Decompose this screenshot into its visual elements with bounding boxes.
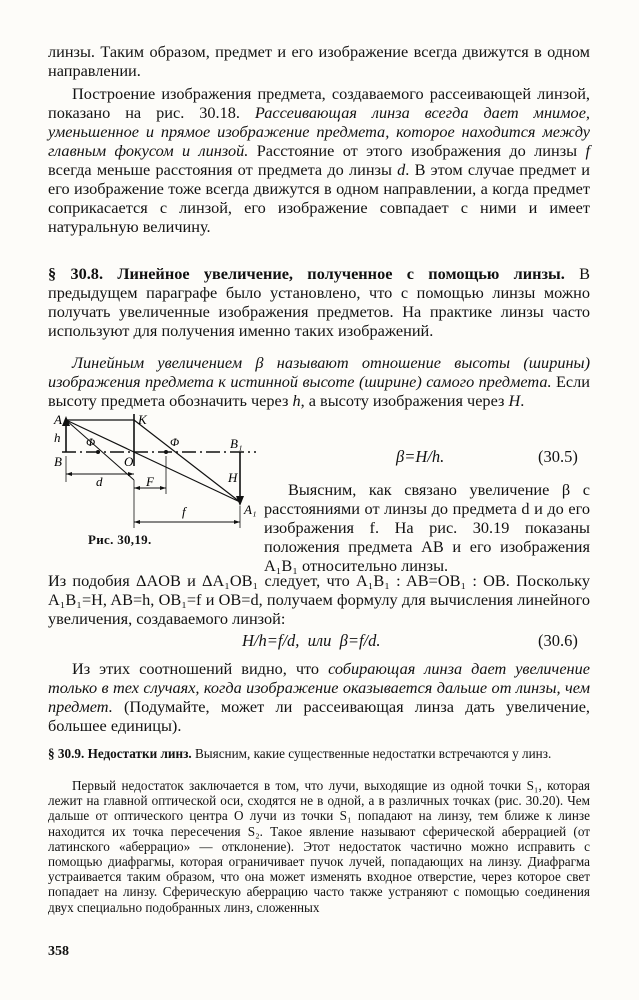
paragraph-diverging-lens: Построение изображения предмета, создаваемого рассеивающей линзой, показано на рис. 30.18. Рассеивающая линза всегда дает мнимое, уменьшенное и прямое изображение предмета, которое находится между главным фокусом и линзой. Расстояние от этого изображения до линзы f всегда меньше расстояния от предмета до линзы d. В этом случае предмет и его изображение тоже всегда движутся в одном направлении, а когда предмет соприкасается с линзой, его изображение совпадает с ними и имеет натуральную величину.: [48, 84, 590, 236]
section-heading-30-9: § 30.9. Недостатки линз.: [48, 746, 192, 761]
label-A1: A₁: [244, 502, 257, 517]
label-phi-left: Φ: [86, 435, 96, 449]
label-phi-right: Φ: [170, 435, 180, 449]
label-K: K: [138, 412, 147, 427]
label-B: B: [54, 454, 62, 469]
label-H: H: [228, 470, 238, 485]
figure-caption: Рис. 30,19.: [88, 532, 152, 547]
paragraph-spherical-aberration: Первый недостаток заключается в том, что лучи, выходящие из одной точки S₁, которая лежит на главной оптической оси, сходятся не в одной, а в различных точках (рис. 30.20). Чем дальше от оптического центра O лучи из точки S₁ попадают на линзу, тем ближе к линзе находится их точка пересечения S₂. Такое явление называют сферической аберрацией (от латинского «аберрацио» — отклонение). Этот недостаток частично можно исправить с помощью диафрагмы, которая ограничивает пучок лучей, попадающих на линзу. Диафрагма устраивается таким образом, что она может изменять входное отверстие, через которое свет попадает на линзу. Сферическую аберрацию часто также устраняют с помощью соединения двух специально подобранных линз, сложенных: [48, 778, 590, 915]
paragraph-conclusion: Из этих соотношений видно, что собирающая линза дает увеличение только в тех случаях, когда изображение оказывается дальше от линзы, чем предмет. (Подумайте, может ли рассеивающая линза дать увеличение, большее единицы).: [48, 659, 590, 735]
label-h: h: [54, 430, 61, 445]
paragraph-similarity: Из подобия ΔAOB и ΔA₁OB₁ следует, что A₁B₁ : AB=OB₁ : OB. Поскольку A₁B₁=H, AB=h, OB₁=f и OB=d, получаем формулу для вычисления линейного увеличения, создаваемого линзой:: [48, 571, 590, 628]
label-f: f: [182, 504, 186, 519]
equation-number-30-5: (30.5): [538, 447, 578, 466]
figure-30-19: [52, 410, 258, 542]
section-30-8: § 30.8. Линейное увеличение, полученное с помощью линзы. В предыдущем параграфе было установлено, что с помощью линзы можно получать увеличенные изображения предметов. На практике линзы часто используют для получения именно таких изображений.: [48, 264, 590, 340]
label-B1: B₁: [230, 436, 243, 451]
label-F: F: [146, 474, 154, 489]
paragraph-linear-magnification: Линейным увеличением β называют отношение высоты (ширины) изображения предмета к истинной высоте (ширине) самого предмета. Если высоту предмета обозначить через h, а высоту изображения через H.: [48, 353, 590, 410]
formula-30-5: β=H/h.: [396, 447, 445, 466]
section-30-9: § 30.9. Недостатки линз. Выясним, какие существенные недостатки встречаются у линз.: [48, 746, 552, 761]
label-d: d: [96, 474, 103, 489]
label-O: O: [124, 454, 134, 469]
page-number: 358: [48, 944, 69, 959]
label-A: A: [54, 412, 62, 427]
formula-30-6: H/h=f/d, или β=f/d.: [242, 631, 381, 650]
paragraph-intro: линзы. Таким образом, предмет и его изображение всегда движутся в одном направлении.: [48, 42, 590, 80]
section-heading: § 30.8. Линейное увеличение, полученное с помощью линзы.: [48, 264, 565, 283]
paragraph-explain-magnification: Выясним, как связано увеличение β с расстояниями от линзы до предмета d и до его изображения f. На рис. 30.19 показаны положения предмета AB и его изображения A₁B₁ относительно линзы.: [264, 480, 590, 575]
equation-number-30-6: (30.6): [538, 631, 578, 650]
